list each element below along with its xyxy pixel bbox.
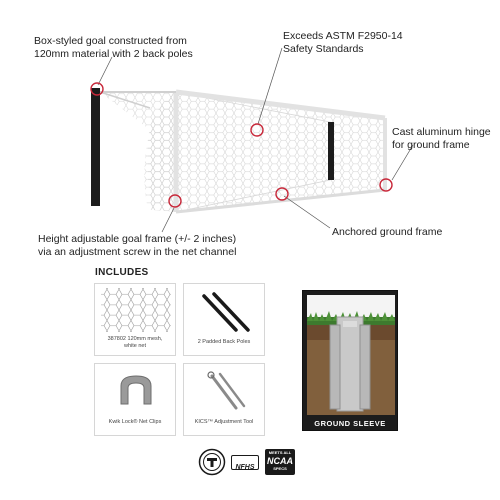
- callout-height: Height adjustable goal frame (+/- 2 inches) via an adjustment screw in the net channel: [38, 233, 237, 258]
- ground-sleeve-image: [302, 290, 398, 431]
- include-card-tool: KICS™ Adjustment Tool: [183, 363, 265, 436]
- callout-hinge: Cast aluminum hinge for ground frame: [392, 126, 491, 151]
- include-card-poles: 2 Padded Back Poles: [183, 283, 265, 356]
- callout-ground-frame: Anchored ground frame: [332, 226, 443, 238]
- back-pole-right: [328, 122, 334, 180]
- includes-heading: INCLUDES: [95, 267, 149, 278]
- ground-sleeve-illustration: [307, 295, 395, 415]
- back-poles-icon: [184, 284, 266, 357]
- back-pole-left: [91, 88, 100, 206]
- include-card-net: 387802 120mm mesh, white net: [94, 283, 176, 356]
- net-clip-icon: [95, 364, 177, 437]
- nfhs-logo: NFHS: [231, 455, 259, 470]
- ground-sleeve-label: GROUND SLEEVE: [314, 419, 386, 428]
- adjustment-tool-icon: [184, 364, 266, 437]
- callout-box-style: Box-styled goal constructed from 120mm material with 2 back poles: [34, 35, 193, 60]
- ncaa-specs-logo: MEETS ALL NCAA SPECS: [265, 449, 295, 475]
- certification-seal-icon: [198, 448, 226, 476]
- callout-astm: Exceeds ASTM F2950-14 Safety Standards: [283, 30, 403, 55]
- include-card-clips: Kwik Lock® Net Clips: [94, 363, 176, 436]
